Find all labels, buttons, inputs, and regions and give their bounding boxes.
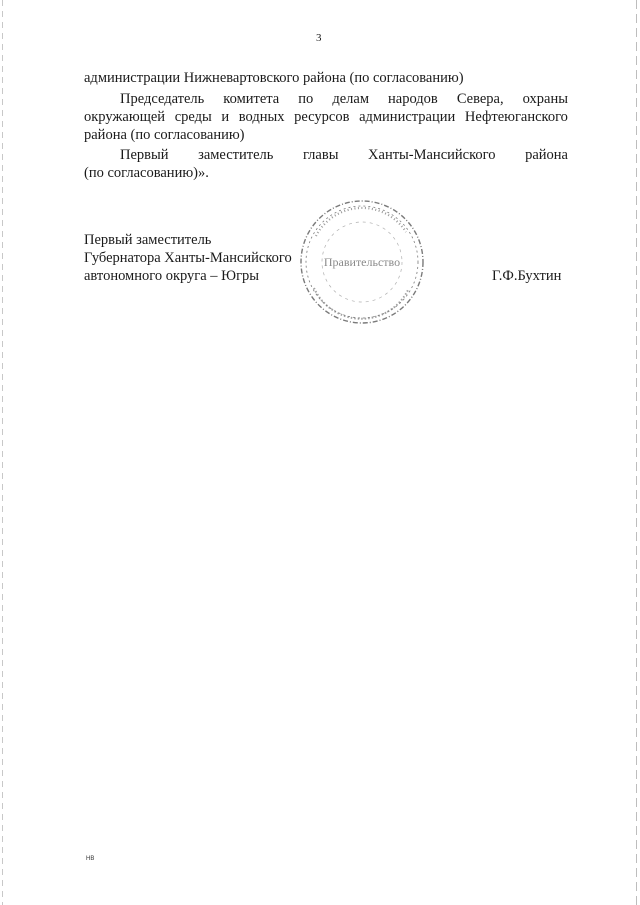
- word: охраны: [522, 91, 568, 107]
- word: Севера,: [456, 91, 504, 107]
- signatory-title-line-1: Первый заместитель: [84, 232, 212, 248]
- word: и: [221, 109, 230, 125]
- signatory-title-line-3: автономного округа – Югры: [84, 268, 260, 284]
- word: заместитель: [198, 147, 274, 163]
- word: Нефтеюганского: [464, 109, 568, 125]
- paragraph-3-line-2: (по согласованию)».: [84, 165, 209, 181]
- word: среды: [174, 109, 212, 125]
- paragraph-2-line-1: [120, 90, 568, 108]
- paragraph-3-line-1: [120, 146, 568, 164]
- word: делам: [332, 91, 369, 107]
- word: по: [298, 91, 314, 107]
- signatory-name: Г.Ф.Бухтин: [492, 268, 562, 284]
- signatory-title-line-2: Губернатора Ханты-Мансийского: [84, 250, 292, 266]
- scan-edge-left: [2, 0, 3, 905]
- word: Ханты-Мансийского: [368, 147, 496, 163]
- word: района: [525, 147, 568, 163]
- word: главы: [302, 147, 339, 163]
- scan-edge-right: [636, 0, 637, 905]
- word: народов: [388, 91, 438, 107]
- word: комитета: [223, 91, 280, 107]
- word: Первый: [120, 147, 169, 163]
- footer-executor-code: НВ: [86, 856, 95, 862]
- word: ресурсов: [294, 109, 350, 125]
- seal-text: Правительство: [323, 255, 401, 269]
- page-number: 3: [316, 32, 322, 44]
- word: Председатель: [120, 91, 205, 107]
- word: водных: [238, 109, 285, 125]
- paragraph-2-line-3: района (по согласованию): [84, 127, 245, 143]
- word: окружающей: [84, 109, 166, 125]
- paragraph-2-line-2: [84, 108, 568, 126]
- official-seal-stamp: [296, 196, 428, 328]
- word: администрации: [359, 109, 456, 125]
- body-line-1: администрации Нижневартовского района (по согласованию): [84, 70, 464, 86]
